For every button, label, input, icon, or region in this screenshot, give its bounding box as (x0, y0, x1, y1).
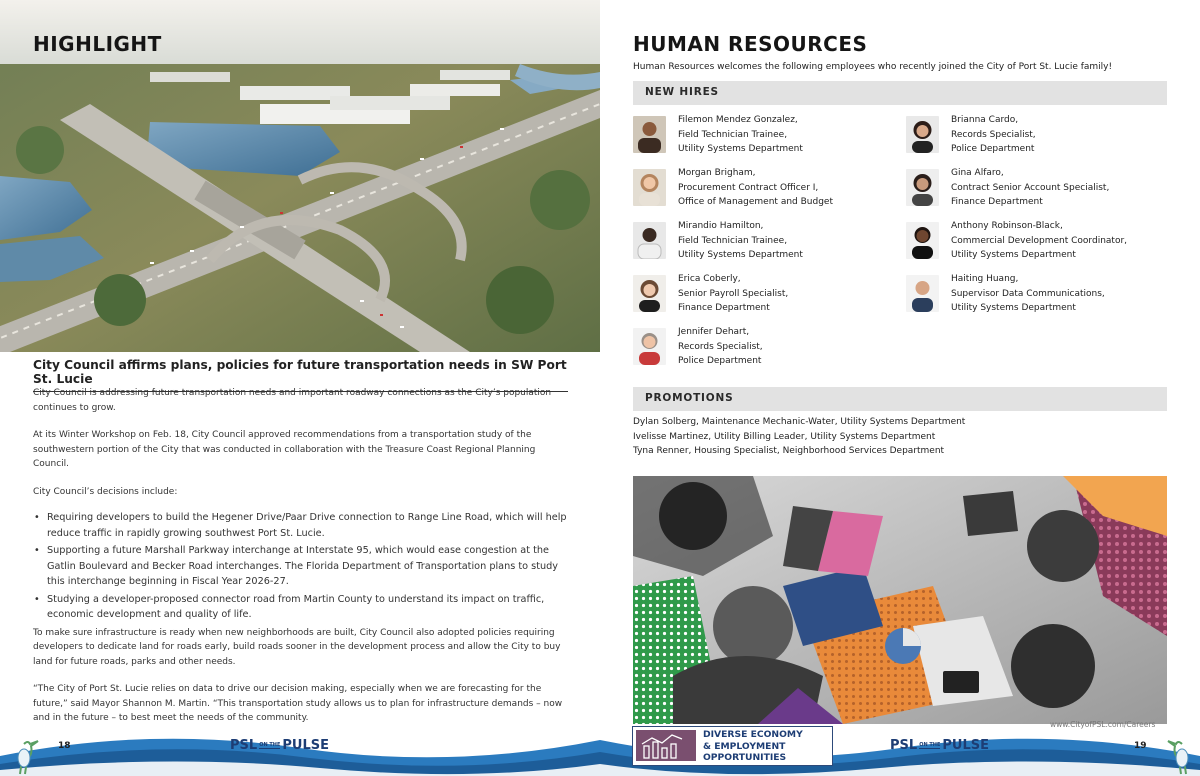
page-number: 18 (58, 741, 71, 751)
hire-card (633, 219, 903, 267)
paragraph: City Council is addressing future transportation needs and important roadway connections as the City’s population continues to grow. (33, 388, 552, 413)
decision-list (33, 510, 573, 623)
employee-photo (906, 169, 939, 206)
logo-on-the: ON THE (919, 742, 941, 748)
employee-department: Office of Management and Budget (678, 197, 833, 207)
employee-name: Erica Coberly, (678, 274, 741, 284)
hire-card (906, 272, 1176, 320)
employee-photo (633, 169, 666, 206)
employee-title: Records Specialist, (678, 341, 763, 352)
logo-pulse: PULSE (282, 738, 329, 753)
employee-department: Finance Department (951, 197, 1043, 207)
employee-photo (633, 116, 666, 153)
logo-on-the: ON THE (259, 742, 281, 748)
psl-on-the-pulse-logo (890, 738, 989, 753)
list-item: • Supporting a future Marshall Parkway interchange at Interstate 95, which would ease congestion at the Gatlin Boulevard and Becker Road interchanges. The Florida Department of Transportation plans to study this interchange beginning in Fiscal Year 2026-27. (47, 543, 573, 590)
promotion-item: Ivelisse Martinez, Utility Billing Leader, Utility Systems Department (633, 431, 936, 442)
logo-psl: PSL (890, 738, 918, 753)
employee-title: Commercial Development Coordinator, (951, 235, 1128, 246)
economy-chart-icon (636, 730, 696, 761)
list-item: • Requiring developers to build the Hegener Drive/Paar Drive connection to Range Line Road, which will help reduce traffic in rapidly growing southwest Port St. Lucie. (47, 510, 573, 541)
employee-photo (633, 275, 666, 312)
hire-card (906, 219, 1176, 267)
employee-department: Utility Systems Department (951, 303, 1076, 313)
new-hires-heading: NEW HIRES (633, 81, 1167, 105)
promotion-item: Tyna Renner, Housing Specialist, Neighborhood Services Department (633, 446, 945, 456)
employee-title: Records Specialist, (951, 129, 1036, 140)
employee-name: Brianna Cardo, (951, 115, 1019, 125)
paragraph: City Council’s decisions include: (33, 486, 178, 497)
employee-name: Anthony Robinson-Black, (951, 221, 1063, 231)
promotions-list (633, 415, 965, 459)
employee-photo (633, 328, 666, 365)
employee-name: Filemon Mendez Gonzalez, (678, 115, 798, 125)
hire-card (633, 113, 903, 161)
promotion-item: Dylan Solberg, Maintenance Mechanic-Water, Utility Systems Department (633, 417, 966, 427)
page-title: HUMAN RESOURCES (633, 32, 868, 56)
employee-department: Utility Systems Department (951, 250, 1076, 260)
hire-card (633, 272, 903, 320)
badge-line: DIVERSE ECONOMY (703, 729, 803, 740)
employee-name: Morgan Brigham, (678, 168, 756, 178)
employee-department: Police Department (951, 144, 1035, 154)
employee-photo (906, 222, 939, 259)
intro-text: Human Resources welcomes the following employees who recently joined the City of Port St. Lucie family! (633, 62, 1113, 72)
paragraph: At its Winter Workshop on Feb. 18, City Council approved recommendations from a transportation study of the southwestern portion of the City that was conducted in collaboration with the Treasure Coast Regional Planning Council. (33, 430, 536, 469)
page-number: 19 (1134, 741, 1147, 751)
employee-photo (906, 275, 939, 312)
logo-pulse: PULSE (942, 738, 989, 753)
quote-paragraph: “The City of Port St. Lucie relies on data to drive our decision making, especially when we are forecasting for the future,” said Mayor Shannon M. Martin. “This transportation study allows us to plan for infrastructure demands – now and in the future – to best meet the needs of the community. (33, 684, 563, 723)
hire-card (633, 325, 903, 373)
employee-name: Haiting Huang, (951, 274, 1019, 284)
employee-title: Supervisor Data Communications, (951, 288, 1105, 299)
article-body (33, 386, 573, 739)
right-page (600, 0, 1200, 776)
hire-card (906, 113, 1176, 161)
logo-psl: PSL (230, 738, 258, 753)
employee-title: Field Technician Trainee, (678, 129, 788, 140)
employee-title: Senior Payroll Specialist, (678, 288, 789, 299)
employee-title: Field Technician Trainee, (678, 235, 788, 246)
employee-department: Utility Systems Department (678, 144, 803, 154)
badge-line: OPPORTUNITIES (703, 752, 787, 763)
meeting-collage-illustration (633, 476, 1167, 724)
psl-on-the-pulse-logo (230, 738, 329, 753)
diverse-economy-badge (632, 726, 833, 766)
employee-department: Utility Systems Department (678, 250, 803, 260)
hire-card (906, 166, 1176, 214)
paragraph: To make sure infrastructure is ready when new neighborhoods are built, City Council also adopted policies requiring developers to dedicate land for roads early, build roads sooner in the development process and allow the City to buy land for future roads, parks and other needs. (33, 627, 561, 667)
employee-name: Mirandio Hamilton, (678, 221, 764, 231)
article-title: City Council affirms plans, policies for future transportation needs in SW Port St. Lucie (33, 358, 568, 392)
employee-department: Finance Department (678, 303, 770, 313)
employee-title: Procurement Contract Officer I, (678, 182, 819, 193)
employee-title: Contract Senior Account Specialist, (951, 182, 1110, 193)
employee-photo (906, 116, 939, 153)
heron-icon (10, 738, 50, 776)
promotions-heading: PROMOTIONS (633, 387, 1167, 411)
badge-line: & EMPLOYMENT (703, 740, 786, 752)
hire-card (633, 166, 903, 214)
list-item: • Studying a developer-proposed connector road from Martin County to understand its impact on traffic, economic development and quality of life. (47, 592, 573, 623)
employee-name: Gina Alfaro, (951, 168, 1004, 178)
employee-department: Police Department (678, 356, 762, 366)
heron-icon (1156, 738, 1196, 776)
careers-url-link[interactable]: www.CityofPSL.com/Careers (1050, 720, 1156, 729)
employee-photo (633, 222, 666, 259)
section-label-highlight: HIGHLIGHT (33, 32, 162, 56)
employee-name: Jennifer Dehart, (678, 327, 750, 337)
